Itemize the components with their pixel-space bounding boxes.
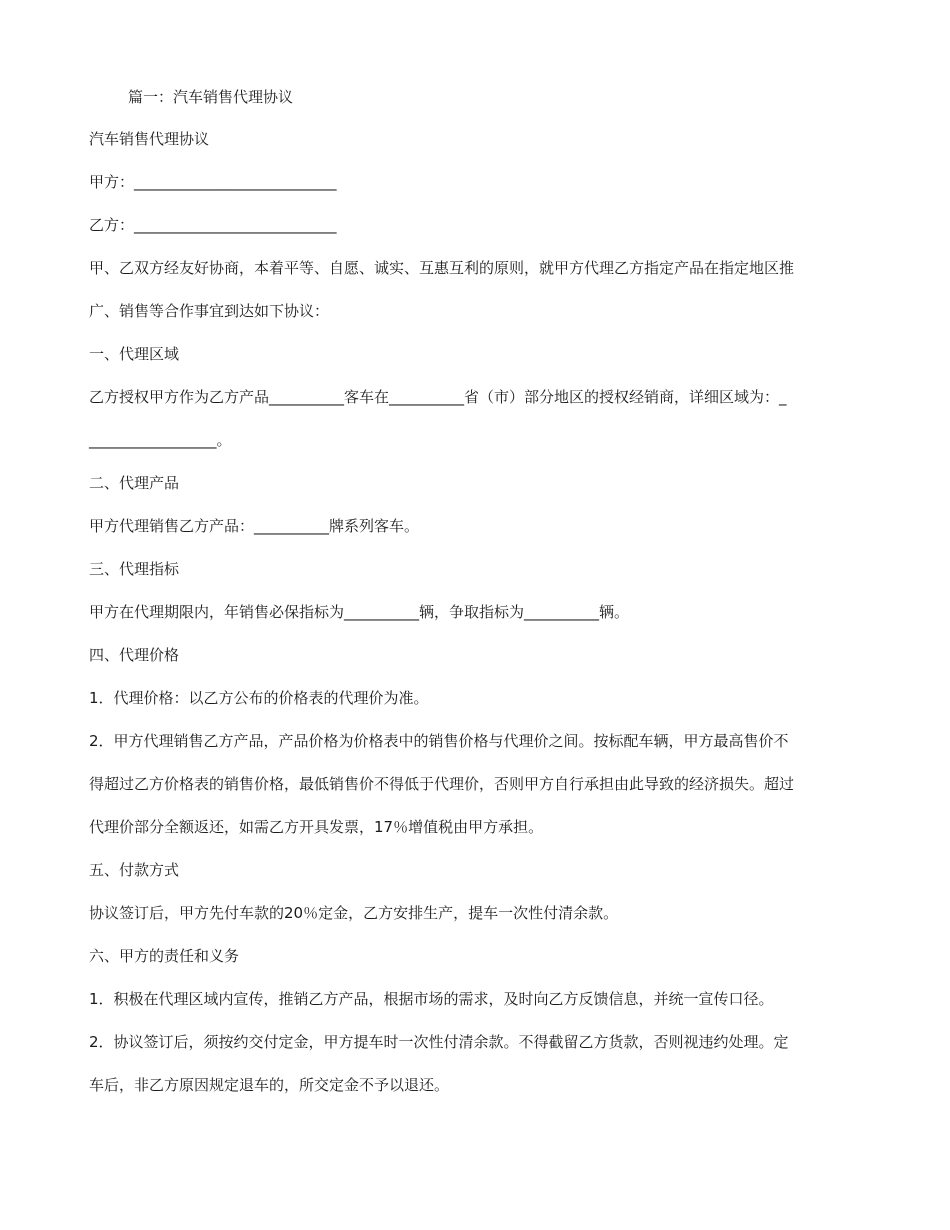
section-heading: 一、代理区域: [89, 345, 180, 363]
section-heading: 六、甲方的责任和义务: [89, 947, 240, 965]
section-title: 篇一：汽车销售代理协议: [128, 88, 294, 106]
paragraph-line: 得超过乙方价格表的销售价格，最低销售价不得低于代理价，否则甲方自行承担由此导致的经济损失。超过: [89, 775, 795, 793]
document-title: 汽车销售代理协议: [89, 130, 210, 148]
paragraph-line: 1．积极在代理区域内宣传，推销乙方产品，根据市场的需求，及时向乙方反馈信息，并统一宣传口径。: [89, 990, 774, 1008]
paragraph-line: 乙方授权甲方作为乙方产品__________客车在__________省（市）部分地区的授权经销商，详细区域为：_: [89, 388, 787, 406]
paragraph-line: 甲方在代理期限内，年销售必保指标为__________辆，争取指标为__________辆。: [89, 603, 630, 621]
paragraph-line: 代理价部分全额返还，如需乙方开具发票，17％增值税由甲方承担。: [89, 818, 544, 836]
section-heading: 三、代理指标: [89, 560, 180, 578]
party-a-line: 甲方：___________________________: [89, 173, 337, 191]
paragraph-line: _________________。: [89, 431, 232, 449]
section-heading: 五、付款方式: [89, 861, 180, 879]
paragraph-line: 2．协议签订后，须按约交付定金，甲方提车时一次性付清余款。不得截留乙方货款，否则视违约处理。定: [89, 1033, 789, 1051]
preamble-line: 广、销售等合作事宜到达如下协议：: [89, 302, 330, 320]
paragraph-line: 2．甲方代理销售乙方产品，产品价格为价格表中的销售价格与代理价之间。按标配车辆，甲方最高售价不: [89, 732, 789, 750]
preamble-line: 甲、乙双方经友好协商，本着平等、自愿、诚实、互惠互利的原则，就甲方代理乙方指定产品在指定地区推: [89, 259, 795, 277]
paragraph-line: 车后，非乙方原因规定退车的，所交定金不予以退还。: [89, 1076, 450, 1094]
section-heading: 四、代理价格: [89, 646, 180, 664]
paragraph-line: 1．代理价格：以乙方公布的价格表的代理价为准。: [89, 689, 429, 707]
paragraph-line: 甲方代理销售乙方产品：__________牌系列客车。: [89, 517, 420, 535]
section-heading: 二、代理产品: [89, 474, 180, 492]
party-b-line: 乙方：___________________________: [89, 216, 337, 234]
paragraph-line: 协议签订后，甲方先付车款的20％定金，乙方安排生产，提车一次性付清余款。: [89, 904, 619, 922]
